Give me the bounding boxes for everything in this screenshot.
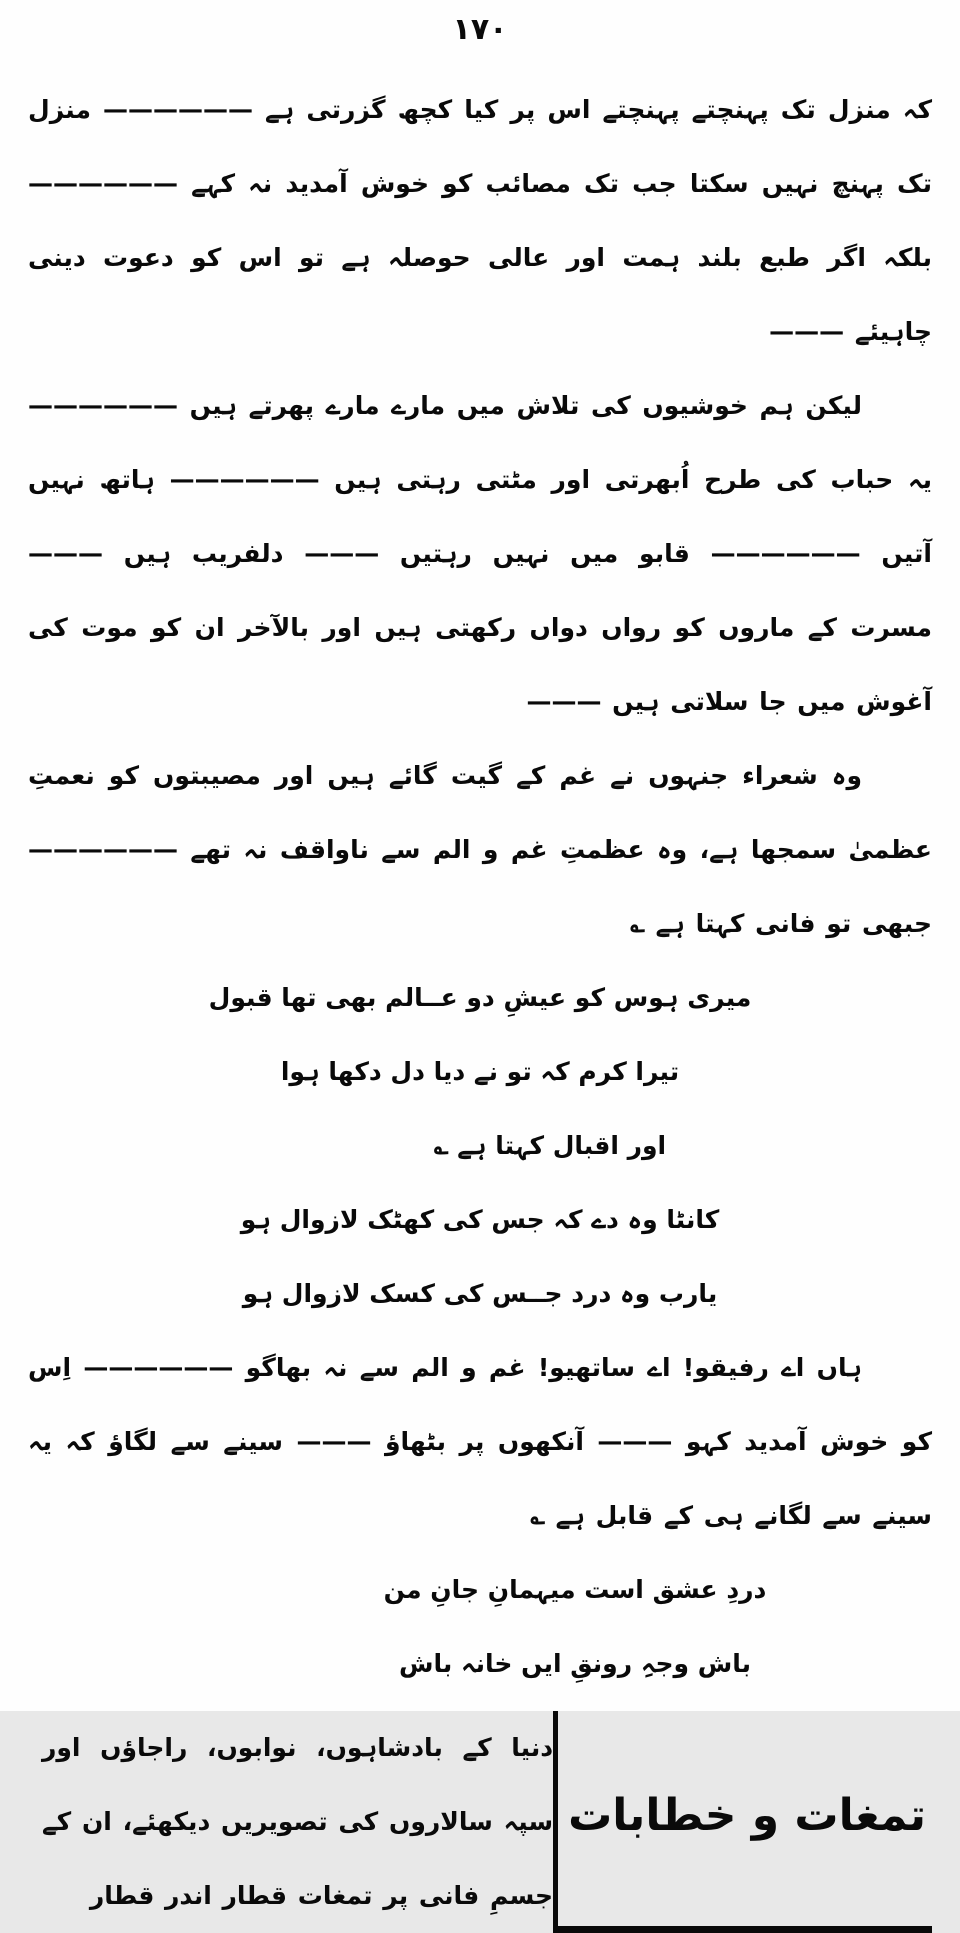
paragraph-welcome-grief: ہاں اے رفیقو! اے ساتھیو! غم و الم سے نہ بھاگو —————— اِس کو خوش آمدید کہو ——— آنکھوں پر بٹھاؤ ——— سینے سے لگاؤ کہ یہ سینے سے لگانے ہی کے قابل ہے ؎: [28, 1353, 932, 1530]
paragraph-poets-of-grief: وہ شعراء جنہوں نے غم کے گیت گائے ہیں اور مصیبتوں کو نعمتِ عظمیٰ سمجھا ہے، وہ عظمتِ غم و الم سے ناواقف نہ تھے —————— جبھی تو فانی کہتا ہے ؎: [28, 761, 932, 938]
interlude-iqbal-says: اور اقبال کہتا ہے ؎: [433, 1131, 667, 1160]
section-paragraph: دنیا کے بادشاہوں، نوابوں، راجاؤں اور سپہ سالاروں کی تصویریں دیکھئے، ان کے جسمِ فانی پر تمغات قطار اندر قطار: [42, 1733, 554, 1910]
section-heading: تمغات و خطابات: [568, 1790, 926, 1841]
verse-iqbal: [28, 1183, 932, 1331]
paragraph-journey: کہ منزل تک پہنچتے پہنچتے اس پر کیا کچھ گزرتی ہے —————— منزل تک پہنچ نہیں سکتا جب تک مصائب کو خوش آمدید نہ کہے —————— بلکہ اگر طبع بلند ہمت اور عالی حوصلہ ہے تو اس کو دعوت دینی چاہیئے ———: [28, 95, 932, 346]
section-heading-bracket: [553, 1711, 932, 1933]
verse-iqbal-line-1: کانٹا وہ دے کہ جس کی کھٹک لازوال ہو: [240, 1205, 720, 1234]
verse-persian: [28, 1553, 932, 1701]
page-number: ۱۷۰: [452, 12, 508, 47]
paragraph-chasing-joys: لیکن ہم خوشیوں کی تلاش میں مارے مارے پھرتے ہیں —————— یہ حباب کی طرح اُبھرتی اور مٹتی رہتی ہیں —————— ہاتھ نہیں آتیں —————— قابو میں نہیں رہتیں ——— دلفریب ہیں ——— مسرت کے ماروں کو رواں دواں رکھتی ہیں اور بالآخر ان کو موت کی آغوش میں جا سلاتی ہیں ———: [28, 391, 932, 716]
verse-persian-line-2: باش وجہِ رونقِ ایں خانہ باش: [398, 1649, 751, 1678]
section-medals-and-titles: [28, 1711, 932, 1933]
verse-persian-line-1: دردِ عشق است میہمانِ جانِ من: [383, 1575, 767, 1604]
verse-fani-line-1: میری ہوس کو عیشِ دو عــالم بھی تھا قبول: [208, 983, 752, 1012]
verse-iqbal-line-2: یارب وہ درد جــس کی کسک لازوال ہو: [242, 1279, 718, 1308]
verse-fani-line-2: تیرا کرم کہ تو نے دیا دل دکھا ہوا: [280, 1057, 680, 1086]
verse-fani: [28, 961, 932, 1109]
